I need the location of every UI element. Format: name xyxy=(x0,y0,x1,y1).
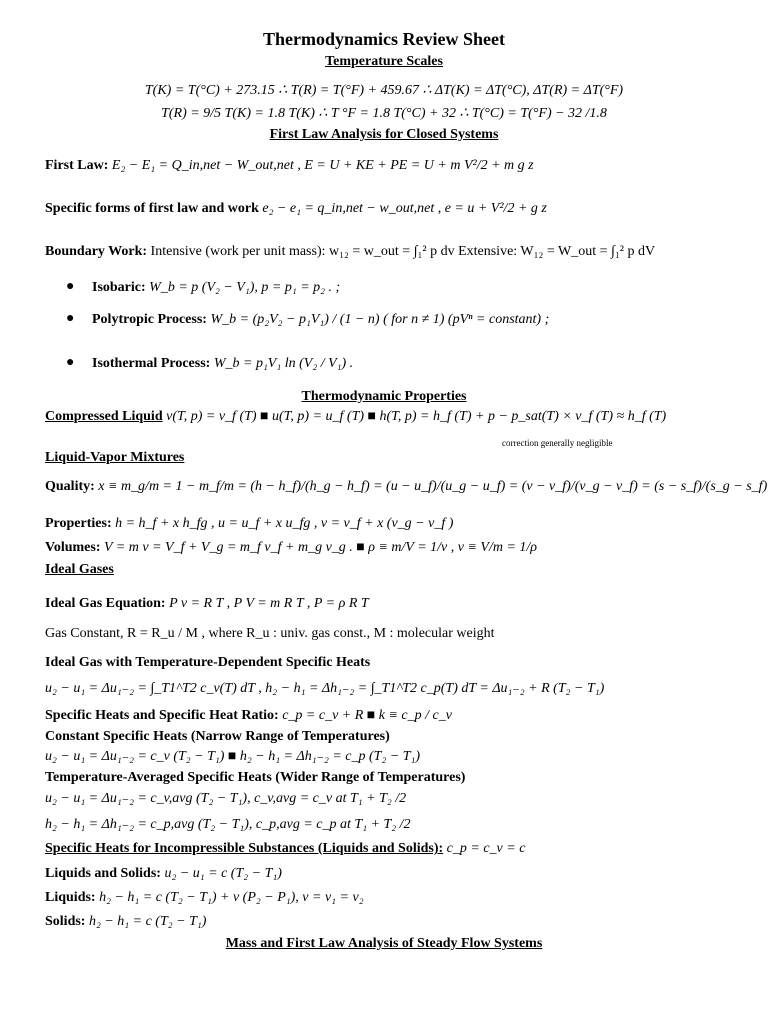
incompressible-heading-equation: c_p = c_v = c xyxy=(446,841,526,856)
specific-forms-label: Specific forms of first law and work xyxy=(45,201,259,216)
properties-label: Properties: xyxy=(45,516,112,531)
compressed-liquid-equation: v(T, p) = v_f (T) ■ u(T, p) = u_f (T) ■ h(T, p) = h_f (T) + p − p_sat(T) × v_f (T) ≈ h_f (T) xyxy=(166,409,667,424)
properties-heading: Thermodynamic Properties xyxy=(301,389,467,404)
compressed-liquid-row xyxy=(45,408,666,426)
incompressible-heading: Specific Heats for Incompressible Substances (Liquids and Solids): xyxy=(45,841,444,856)
liquids-row xyxy=(45,889,364,907)
bullet-icon: ● xyxy=(66,311,75,326)
volumes-equation: V = m v = V_f + V_g = m_f v_f + m_g v_g . ■ ρ ≡ m/V = 1/v , v ≡ V/m = 1/ρ xyxy=(104,540,538,555)
isothermal-label: Isothermal Process: xyxy=(92,356,211,371)
ideal-gases-heading: Ideal Gases xyxy=(45,562,114,577)
volumes-label: Volumes: xyxy=(45,540,101,555)
solids-label: Solids: xyxy=(45,914,86,929)
quality-equation: x ≡ m_g/m = 1 − m_f/m = (h − h_f)/(h_g − h_f) = (u − u_f)/(u_g − u_f) = (v − v_f)/(v_g − v_f) = (s − s_f)/(s_g − s_f) xyxy=(98,479,768,494)
temp-dependent-heading: Ideal Gas with Temperature-Dependent Specific Heats xyxy=(45,655,371,670)
bullet-icon: ● xyxy=(66,279,75,294)
isothermal-row xyxy=(92,355,353,373)
isobaric-equation: W_b = p (V₂ − V₁), p = p₁ = p₂ . ; xyxy=(149,280,341,295)
quality-label: Quality: xyxy=(45,479,95,494)
averaged-specific-heats-equation-1: u₂ − u₁ = Δu₁₋₂ = c_v,avg (T₂ − T₁), c_v,avg = c_v at T₁ + T₂ /2 xyxy=(45,791,407,806)
constant-specific-heats-heading: Constant Specific Heats (Narrow Range of Temperatures) xyxy=(45,729,390,744)
liquids-equation: h₂ − h₁ = c (T₂ − T₁) + v (P₂ − P₁), v = v₁ = v₂ xyxy=(99,890,364,905)
first-law-equation: E₂ − E₁ = Q_in,net − W_out,net , E = U + KE + PE = U + m V²/2 + m g z xyxy=(111,158,534,173)
polytropic-row xyxy=(92,311,549,329)
specific-heat-ratio-equation: c_p = c_v + R ■ k ≡ c_p / c_v xyxy=(282,708,452,723)
specific-heat-ratio-row xyxy=(45,707,452,725)
temperature-line-1: T(K) = T(°C) + 273.15 ∴ T(R) = T(°F) + 459.67 ∴ ΔT(K) = ΔT(°C), ΔT(R) = ΔT(°F) xyxy=(144,83,624,98)
specific-forms-row xyxy=(45,200,547,218)
ideal-gas-equation-label: Ideal Gas Equation: xyxy=(45,596,166,611)
properties-equation: h = h_f + x h_fg , u = u_f + x u_fg , v = v_f + x (v_g − v_f ) xyxy=(115,516,454,531)
first-law-heading: First Law Analysis for Closed Systems xyxy=(269,127,499,142)
averaged-specific-heats-equation-2: h₂ − h₁ = Δh₁₋₂ = c_p,avg (T₂ − T₁), c_p,avg = c_p at T₁ + T₂ /2 xyxy=(45,817,411,832)
bullet-icon: ● xyxy=(66,355,75,370)
boundary-work-row xyxy=(45,243,655,261)
polytropic-equation: W_b = (p₂V₂ − p₁V₁) / (1 − n) ( for n ≠ 1) (pVⁿ = constant) ; xyxy=(210,312,550,327)
isobaric-row xyxy=(92,279,340,297)
liquid-vapor-heading: Liquid-Vapor Mixtures xyxy=(45,450,185,465)
specific-forms-equation: e₂ − e₁ = q_in,net − w_out,net , e = u + V²/2 + g z xyxy=(262,201,547,216)
incompressible-row xyxy=(45,840,525,858)
specific-heat-ratio-label: Specific Heats and Specific Heat Ratio: xyxy=(45,708,279,723)
averaged-specific-heats-heading: Temperature-Averaged Specific Heats (Wider Range of Temperatures) xyxy=(45,770,466,785)
constant-specific-heats-equation: u₂ − u₁ = Δu₁₋₂ = c_v (T₂ − T₁) ■ h₂ − h₁ = Δh₁₋₂ = c_p (T₂ − T₁) xyxy=(45,749,421,764)
liquids-label: Liquids: xyxy=(45,890,96,905)
page-title: Thermodynamics Review Sheet xyxy=(263,29,505,49)
isothermal-equation: W_b = p₁V₁ ln (V₂ / V₁) . xyxy=(213,356,354,371)
boundary-work-text: Intensive (work per unit mass): w₁₂ = w_out = ∫₁² p dv Extensive: W₁₂ = W_out = ∫₁² p dV xyxy=(150,244,656,259)
first-law-label: First Law: xyxy=(45,158,109,173)
polytropic-label: Polytropic Process: xyxy=(92,312,207,327)
correction-note: correction generally negligible xyxy=(502,438,613,448)
compressed-liquid-label: Compressed Liquid xyxy=(45,409,163,424)
boundary-work-label: Boundary Work: xyxy=(45,244,148,259)
properties-row xyxy=(45,515,453,533)
steady-flow-heading: Mass and First Law Analysis of Steady Flow Systems xyxy=(225,936,543,951)
liquids-solids-label: Liquids and Solids: xyxy=(45,866,161,881)
solids-row xyxy=(45,913,206,931)
liquids-solids-row xyxy=(45,865,282,883)
solids-equation: h₂ − h₁ = c (T₂ − T₁) xyxy=(88,914,207,929)
temperature-scales-heading: Temperature Scales xyxy=(325,54,443,69)
first-law-row xyxy=(45,157,534,175)
isobaric-label: Isobaric: xyxy=(92,280,146,295)
temperature-line-2: T(R) = 9/5 T(K) = 1.8 T(K) ∴ T °F = 1.8 T(°C) + 32 ∴ T(°C) = T(°F) − 32 /1.8 xyxy=(161,106,607,121)
ideal-gas-equation: P v = R T , P V = m R T , P = ρ R T xyxy=(169,596,369,611)
ideal-gas-equation-row xyxy=(45,595,369,613)
gas-constant-row: Gas Constant, R = R_u / M , where R_u : univ. gas const., M : molecular weight xyxy=(45,626,495,641)
volumes-row xyxy=(45,539,537,557)
liquids-solids-equation: u₂ − u₁ = c (T₂ − T₁) xyxy=(164,866,282,881)
quality-row xyxy=(45,478,767,496)
temp-dependent-equation: u₂ − u₁ = Δu₁₋₂ = ∫_T1^T2 c_v(T) dT , h₂ − h₁ = Δh₁₋₂ = ∫_T1^T2 c_p(T) dT = Δu₁₋₂ + R (T₂ − T₁) xyxy=(45,681,605,696)
